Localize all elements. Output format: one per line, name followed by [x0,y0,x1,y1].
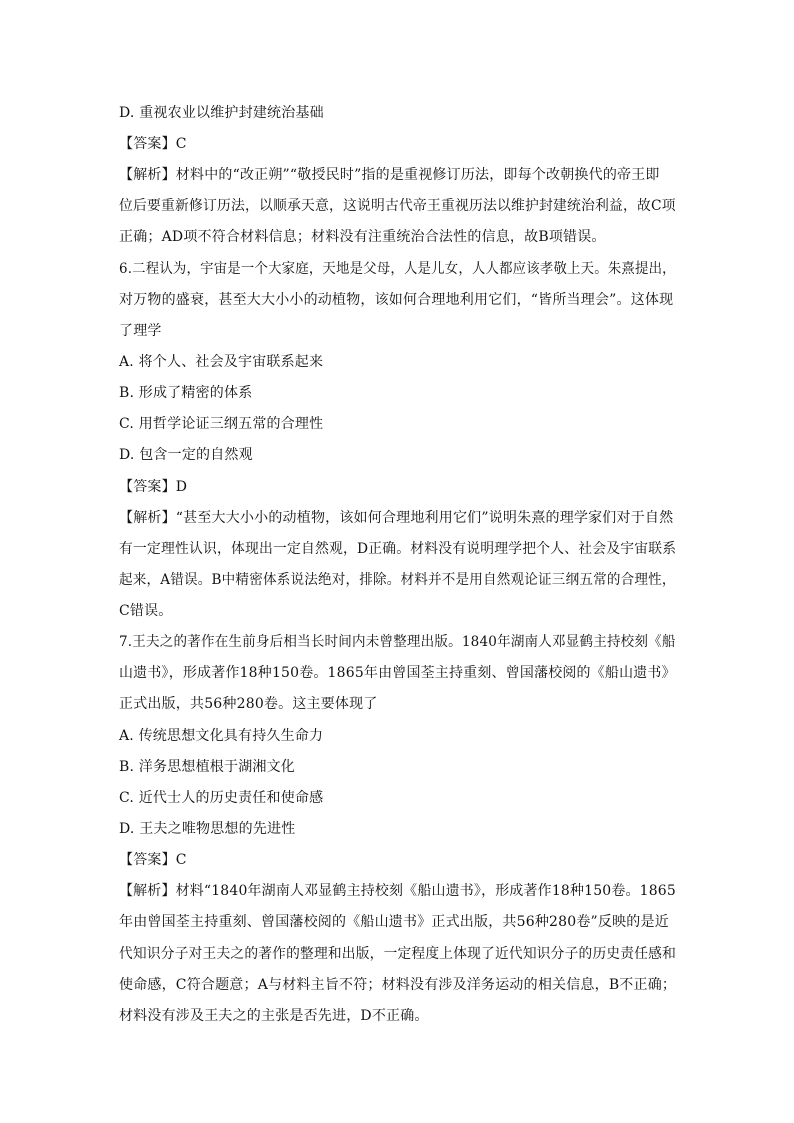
option-d-q5: D. 重视农业以维护封建统治基础 [119,105,324,121]
answer-q6: 【答案】D [119,479,188,495]
answer-q5: 【答案】C [119,136,187,152]
analysis-q7-line5: 材料没有涉及王夫之的主张是否先进，D不正确。 [119,1008,429,1024]
question-7-line1: 7.王夫之的著作在生前身后相当长时间内未曾整理出版。1840年湖南人邓显鹤主持校刻《船 [119,634,676,650]
analysis-q7-line4: 使命感，C符合题意；A与材料主旨不符；材料没有涉及洋务运动的相关信息，B不正确； [119,977,677,993]
question-7-line3: 正式出版，共56种280卷。这主要体现了 [119,696,378,712]
answer-q7: 【答案】C [119,852,187,868]
analysis-q5-line2: 位后要重新修订历法，以顺承天意，这说明古代帝王重视历法以维护封建统治利益，故C项 [119,198,676,214]
analysis-q6-line3: 起来，A错误。B中精密体系说法绝对，排除。材料并不是用自然观论证三纲五常的合理性， [119,572,676,588]
analysis-q5-line1: 【解析】材料中的“改正朔”“敬授民时”指的是重视修订历法，即每个改朝换代的帝王即 [119,167,660,183]
option-d-q6: D. 包含一定的自然观 [119,447,253,463]
option-b-q6: B. 形成了精密的体系 [119,385,253,401]
question-6-line2: 对万物的盛衰，甚至大大小小的动植物，该如何合理地利用它们，“皆所当理会”。这体现 [119,292,674,308]
option-b-q7: B. 洋务思想植根于湖湘文化 [119,759,295,775]
analysis-q7-line1: 【解析】材料“1840年湖南人邓显鹤主持校刻《船山遗书》，形成著作18种150卷。1865 [119,883,676,899]
question-7-line2: 山遗书》，形成著作18种150卷。1865年由曾国荃主持重刻、曾国藩校阅的《船山遗书》 [119,665,676,681]
analysis-q7-line3: 代知识分子对王夫之的著作的整理和出版，一定程度上体现了近代知识分子的历史责任感和 [119,946,676,962]
option-a-q7: A. 传统思想文化具有持久生命力 [119,728,324,744]
option-a-q6: A. 将个人、社会及宇宙联系起来 [119,354,324,370]
option-d-q7: D. 王夫之唯物思想的先进性 [119,821,296,837]
analysis-q6-line4: C错误。 [119,603,173,619]
analysis-q6-line2: 有一定理性认识，体现出一定自然观，D正确。材料没有说明理学把个人、社会及宇宙联系 [119,541,677,557]
question-6-line1: 6.二程认为，宇宙是一个大家庭，天地是父母，人是儿女，人人都应该孝敬上天。朱熹提出， [119,261,676,277]
analysis-q7-line2: 年由曾国荃主持重刻、曾国藩校阅的《船山遗书》正式出版，共56种280卷”反映的是近 [119,914,669,930]
option-c-q6: C. 用哲学论证三纲五常的合理性 [119,416,324,432]
option-c-q7: C. 近代士人的历史责任和使命感 [119,790,324,806]
analysis-q5-line3: 正确；AD项不符合材料信息；材料没有注重统治合法性的信息，故B项错误。 [119,229,606,245]
question-6-line3: 了理学 [119,323,162,339]
analysis-q6-line1: 【解析】“甚至大大小小的动植物，该如何合理地利用它们”说明朱熹的理学家们对于自然 [119,510,674,526]
